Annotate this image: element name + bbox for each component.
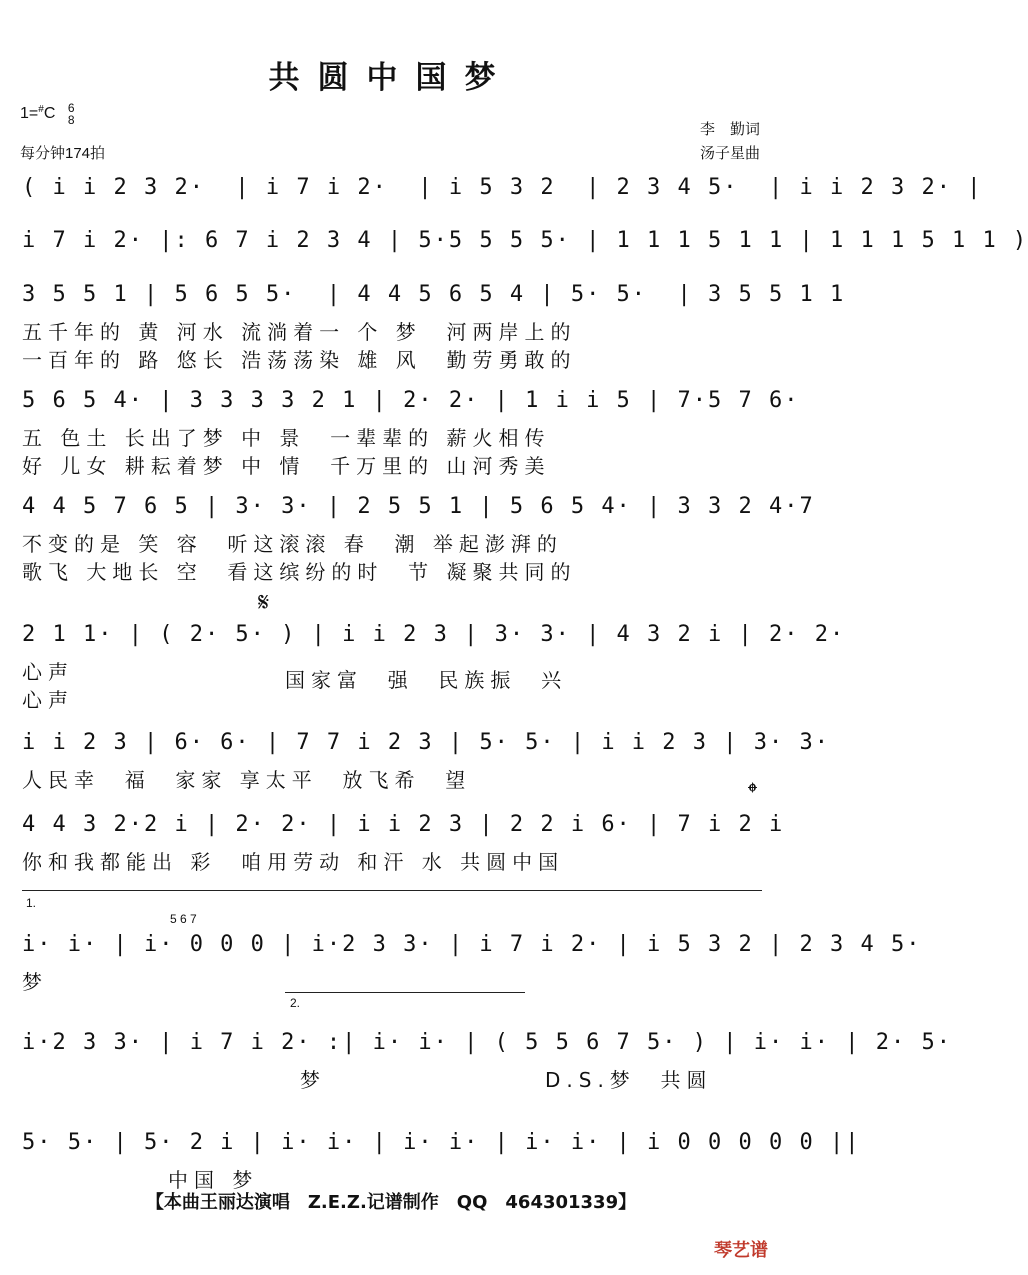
lyric-line: 一百年的 路 悠长 浩荡荡染 雄 风 勤劳勇敢的 (22, 348, 577, 372)
score-row: 4 4 5 7 6 5 | 3· 3· | 2 5 5 1 | 5 6 5 4· | 3 3 2 4·7 (22, 494, 815, 519)
coda-sign: 𝄌 (748, 778, 757, 808)
score-row: i i 2 3 | 6· 6· | 7 7 i 2 3 | 5· 5· | i i 2 3 | 3· 3· (22, 730, 830, 755)
score-row: ( i i 2 3 2· | i 7 i 2· | i 5 3 2 | 2 3 4 5· | i i 2 3 2· | (22, 175, 983, 200)
lyric-line: 心声 (22, 688, 74, 712)
volta-bracket (285, 992, 525, 993)
score-row: i 7 i 2· |: 6 7 i 2 3 4 | 5·5 5 5 5· | 1 1 1 5 1 1 | 1 1 1 5 1 1 ) (22, 228, 1028, 253)
lyric-line: 心声 (22, 660, 74, 684)
score-row: 3 5 5 1 | 5 6 5 5· | 4 4 5 6 5 4 | 5· 5· | 3 5 5 1 1 (22, 282, 846, 307)
score-row: 5· 5· | 5· 2 i | i· i· | i· i· | i· i· | i 0 0 0 0 0 || (22, 1130, 861, 1155)
page-title: 共圆中国梦 (268, 60, 514, 96)
lyricist-credit: 李 勤词 (699, 121, 760, 138)
score-row: 2 1 1· | ( 2· 5· ) | i i 2 3 | 3· 3· | 4 3 2 i | 2· 2· (22, 622, 846, 647)
time-top: 6 (67, 101, 75, 115)
key-label: 1= (20, 105, 39, 123)
lyric-line: 梦 (22, 970, 48, 994)
volta-bracket (22, 890, 762, 891)
lyric-line: 歌飞 大地长 空 看这缤纷的时 节 凝聚共同的 (22, 560, 577, 584)
site-logo: 琴艺谱 (714, 1240, 768, 1261)
time-bottom: 8 (67, 113, 75, 127)
lyric-line: 五千年的 黄 河水 流淌着一 个 梦 河两岸上的 (22, 320, 577, 344)
lyric-line: 国家富 强 民族振 兴 (285, 668, 568, 692)
lyric-line: 不变的是 笑 容 听这滚滚 春 潮 举起澎湃的 (22, 532, 563, 556)
volta-1-label: 1. (26, 896, 37, 910)
footer-note: 【本曲王丽达演唱 Z.E.Z.记谱制作 QQ 464301339】 (145, 1192, 637, 1213)
lyric-line: 你和我都能出 彩 咱用劳动 和汗 水 共圆中国 (22, 850, 565, 874)
score-row: 4 4 3 2·2 i | 2· 2· | i i 2 3 | 2 2 i 6· | 7 i 2 i (22, 812, 785, 837)
volta-2-label: 2. (290, 996, 301, 1010)
score-row: i·2 3 3· | i 7 i 2· :| i· i· | ( 5 5 6 7 5· ) | i· i· | 2· 5· (22, 1030, 952, 1055)
lyric-line: 好 儿女 耕耘着梦 中 情 千万里的 山河秀美 (22, 454, 551, 478)
lyric-line: 人民幸 福 家家 享太平 放飞希 望 (22, 768, 472, 792)
composer-credit: 汤子星曲 (699, 145, 760, 162)
time-signature (68, 102, 75, 126)
lyric-line: D.S.梦 共圆 (545, 1068, 713, 1092)
segno-sign: 𝄋 (258, 588, 270, 618)
score-row: i· i· | i· 0 0 0 | i·2 3 3· | i 7 i 2· | i 5 3 2 | 2 3 4 5· (22, 932, 922, 957)
tempo-marking: 每分钟174拍 (20, 145, 106, 162)
grace-notes: 5 6 7 (170, 912, 197, 926)
key-note: C (43, 105, 56, 123)
credits (700, 118, 760, 166)
lyric-line: 中国 梦 (168, 1168, 259, 1192)
lyric-line: 梦 (300, 1068, 326, 1092)
key-sharp: # (38, 103, 44, 115)
lyric-line: 五 色土 长出了梦 中 景 一辈辈的 薪火相传 (22, 426, 551, 450)
key-signature (20, 102, 75, 126)
score-row: 5 6 5 4· | 3 3 3 3 2 1 | 2· 2· | 1 i i 5 | 7·5 7 6· (22, 388, 800, 413)
